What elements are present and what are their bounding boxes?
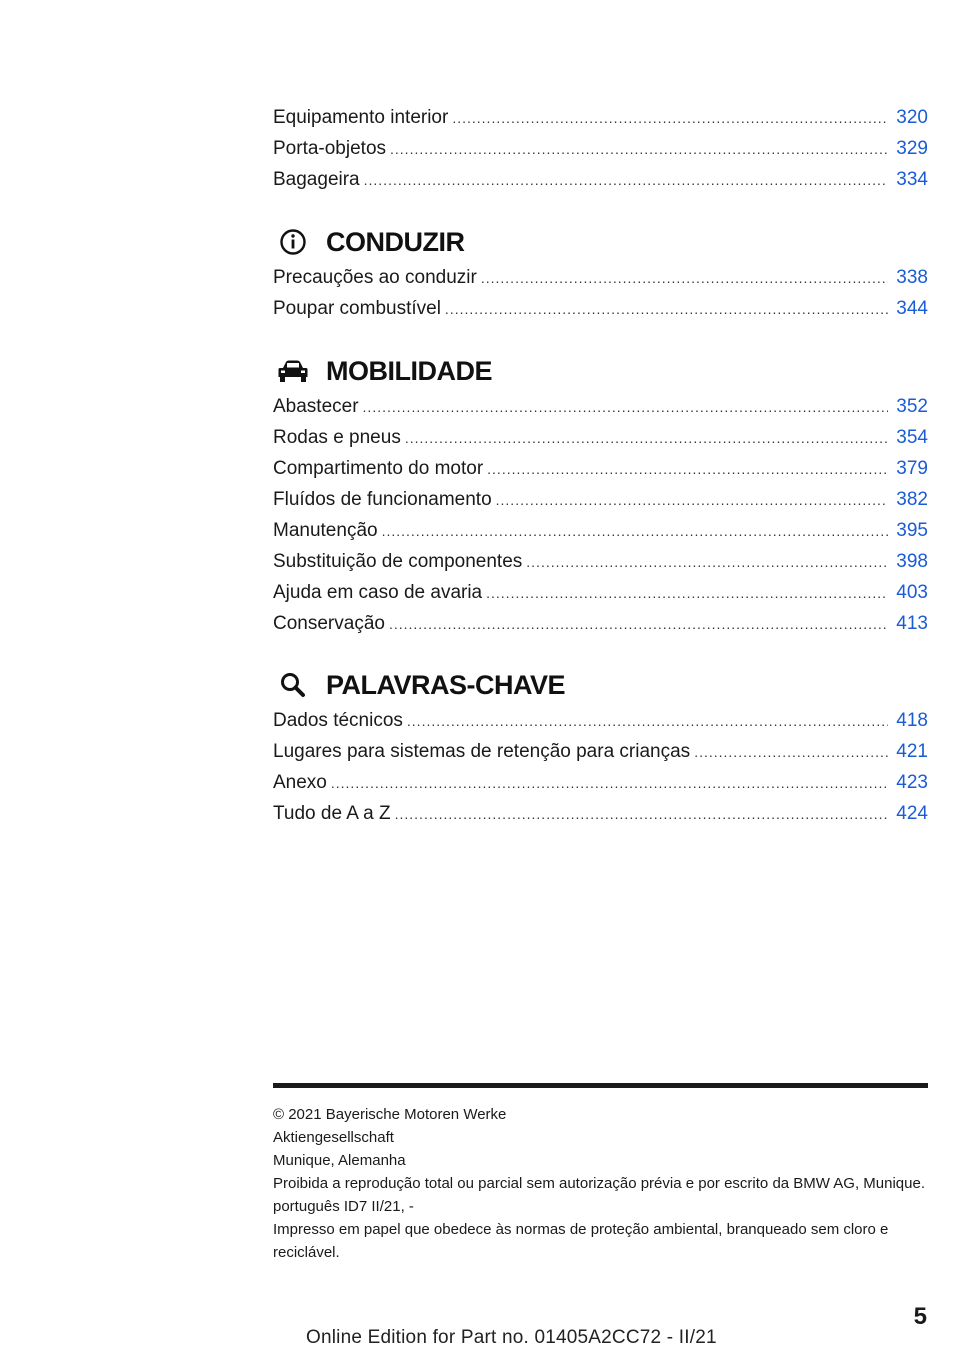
toc-entry-page[interactable]: 354 — [896, 427, 928, 448]
toc-entry-label: Compartimento do motor — [273, 458, 484, 479]
toc-entry[interactable] — [273, 515, 928, 546]
toc-entry[interactable] — [273, 102, 928, 133]
toc-entry-label: Dados técnicos — [273, 710, 403, 731]
toc-top-list — [273, 102, 928, 195]
toc-entry-label: Bagageira — [273, 169, 360, 190]
toc-entry[interactable] — [273, 767, 928, 798]
toc-entry-page[interactable]: 320 — [896, 107, 928, 128]
toc-entry[interactable] — [273, 546, 928, 577]
toc-entry-page[interactable]: 338 — [896, 267, 928, 288]
toc-palavras-list — [273, 705, 928, 829]
imprint-location: Munique, Alemanha — [273, 1152, 406, 1169]
leader-dots — [526, 547, 888, 577]
toc-entry-page[interactable]: 334 — [896, 169, 928, 190]
toc-entry-page[interactable]: 352 — [896, 396, 928, 417]
toc-entry-label: Tudo de A a Z — [273, 803, 391, 824]
toc-entry-page[interactable]: 421 — [896, 741, 928, 762]
toc-entry-page[interactable]: 413 — [896, 613, 928, 634]
section-title: MOBILIDADE — [326, 355, 492, 386]
toc-entry-label: Abastecer — [273, 396, 359, 417]
leader-dots — [481, 263, 888, 293]
toc-entry[interactable] — [273, 577, 928, 608]
toc-entry-label: Anexo — [273, 772, 327, 793]
toc-entry-label: Porta-objetos — [273, 138, 387, 159]
leader-dots — [390, 134, 888, 164]
leader-dots — [395, 799, 889, 829]
toc-entry-page[interactable]: 379 — [896, 458, 928, 479]
toc-entry[interactable] — [273, 736, 928, 767]
page-number: 5 — [913, 1303, 927, 1330]
toc-entry[interactable] — [273, 608, 928, 639]
toc-entry-page[interactable]: 403 — [896, 582, 928, 603]
section-title: PALAVRAS-CHAVE — [326, 669, 566, 700]
section-title: CONDUZIR — [326, 226, 465, 257]
toc-entry[interactable] — [273, 391, 928, 422]
imprint-edition: português ID7 II/21, - — [273, 1198, 414, 1215]
imprint-company: Aktiengesellschaft — [273, 1129, 394, 1146]
toc-entry[interactable] — [273, 422, 928, 453]
toc-entry-label: Precauções ao conduzir — [273, 267, 477, 288]
toc-entry[interactable] — [273, 798, 928, 829]
info-icon — [273, 222, 313, 262]
search-icon — [273, 665, 313, 705]
toc-entry-page[interactable]: 329 — [896, 138, 928, 159]
toc-entry-page[interactable]: 424 — [896, 803, 928, 824]
online-edition-footer: Online Edition for Part no. 01405A2CC72 - II/21 — [306, 1327, 717, 1348]
toc-entry-label: Equipamento interior — [273, 107, 449, 128]
leader-dots — [487, 454, 888, 484]
leader-dots — [382, 516, 889, 546]
leader-dots — [496, 485, 889, 515]
imprint-divider — [273, 1083, 928, 1088]
leader-dots — [407, 706, 888, 736]
toc-entry-label: Manutenção — [273, 520, 378, 541]
toc-entry[interactable] — [273, 164, 928, 195]
leader-dots — [486, 578, 888, 608]
leader-dots — [363, 392, 889, 422]
leader-dots — [331, 768, 888, 798]
section-heading-conduzir — [273, 222, 465, 262]
toc-mobilidade-list — [273, 391, 928, 639]
car-icon — [273, 351, 313, 391]
toc-entry-page[interactable]: 423 — [896, 772, 928, 793]
toc-entry[interactable] — [273, 705, 928, 736]
section-heading-palavras-chave — [273, 665, 565, 705]
toc-entry-page[interactable]: 344 — [896, 298, 928, 319]
toc-entry[interactable] — [273, 453, 928, 484]
toc-entry-label: Poupar combustível — [273, 298, 441, 319]
imprint-block — [273, 1103, 928, 1264]
toc-entry[interactable] — [273, 262, 928, 293]
toc-entry[interactable] — [273, 484, 928, 515]
toc-entry[interactable] — [273, 293, 928, 324]
leader-dots — [452, 103, 888, 133]
leader-dots — [445, 294, 888, 324]
imprint-rights: Proibida a reprodução total ou parcial sem autorização prévia e por escrito da BMW AG, Munique. — [273, 1175, 926, 1192]
toc-entry[interactable] — [273, 133, 928, 164]
toc-entry-page[interactable]: 398 — [896, 551, 928, 572]
leader-dots — [364, 165, 889, 195]
section-heading-mobilidade — [273, 351, 492, 391]
toc-entry-page[interactable]: 418 — [896, 710, 928, 731]
toc-conduzir-list — [273, 262, 928, 324]
toc-entry-label: Substituição de componentes — [273, 551, 523, 572]
toc-entry-page[interactable]: 382 — [896, 489, 928, 510]
toc-entry-label: Ajuda em caso de avaria — [273, 582, 483, 603]
leader-dots — [389, 609, 888, 639]
leader-dots — [405, 423, 888, 453]
imprint-copyright: © 2021 Bayerische Motoren Werke — [273, 1106, 507, 1123]
toc-entry-page[interactable]: 395 — [896, 520, 928, 541]
leader-dots — [694, 737, 888, 767]
toc-entry-label: Lugares para sistemas de retenção para crianças — [273, 741, 691, 762]
toc-entry-label: Conservação — [273, 613, 385, 634]
imprint-paper: Impresso em papel que obedece às normas de proteção ambiental, branqueado sem cloro e reciclável. — [273, 1221, 889, 1261]
toc-entry-label: Fluídos de funcionamento — [273, 489, 492, 510]
toc-entry-label: Rodas e pneus — [273, 427, 401, 448]
